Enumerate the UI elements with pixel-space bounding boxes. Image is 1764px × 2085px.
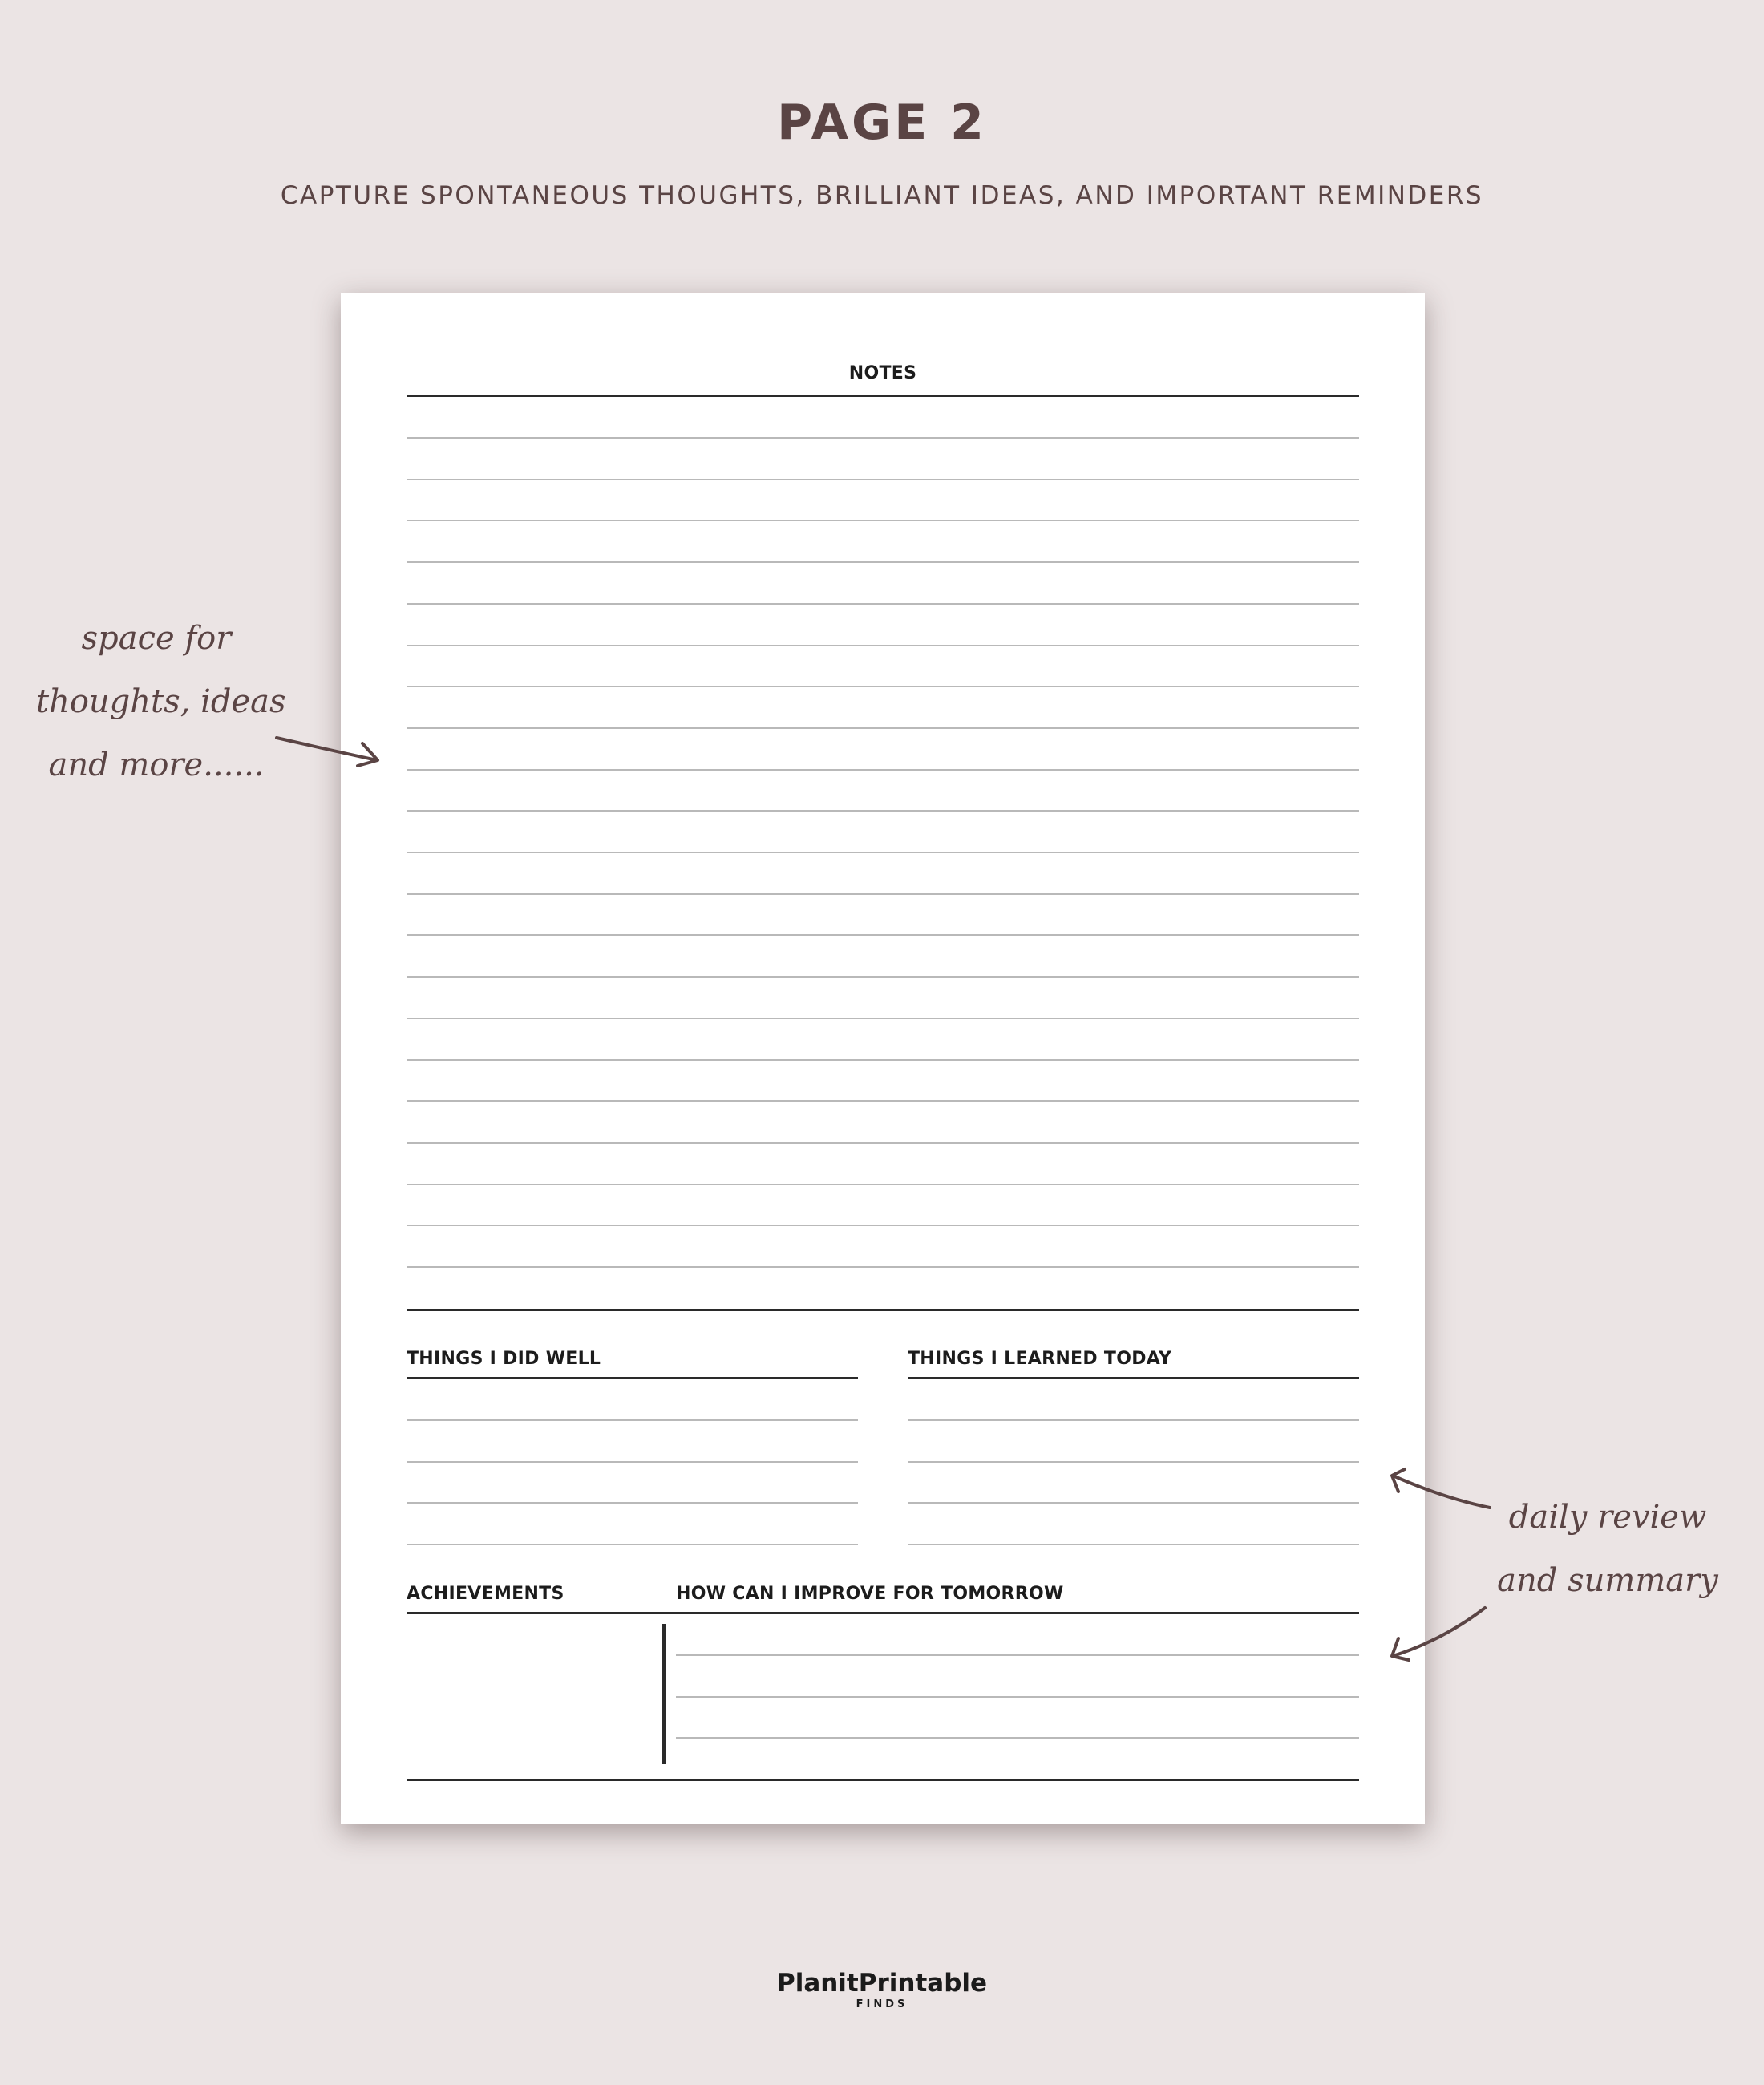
- achievements-heading: ACHIEVEMENTS: [407, 1584, 564, 1604]
- left-note-line-3: and more......: [48, 747, 265, 783]
- brand-tagline: FINDS: [856, 1998, 908, 2010]
- learned-heading: THINGS I LEARNED TODAY: [908, 1349, 1172, 1369]
- left-note-line-1: space for: [81, 620, 232, 657]
- page-title: PAGE 2: [777, 95, 987, 151]
- notes-heading: NOTES: [848, 363, 917, 383]
- brand-name: PlanitPrintable: [776, 1969, 988, 1998]
- did-well-heading: THINGS I DID WELL: [407, 1349, 601, 1369]
- right-note-line-1: daily review: [1508, 1499, 1707, 1536]
- improve-heading: HOW CAN I IMPROVE FOR TOMORROW: [676, 1584, 1064, 1604]
- right-note-line-2: and summary: [1497, 1562, 1718, 1599]
- page-subtitle: CAPTURE SPONTANEOUS THOUGHTS, BRILLIANT IDEAS, AND IMPORTANT REMINDERS: [280, 181, 1484, 210]
- left-note-line-2: thoughts, ideas: [36, 683, 286, 720]
